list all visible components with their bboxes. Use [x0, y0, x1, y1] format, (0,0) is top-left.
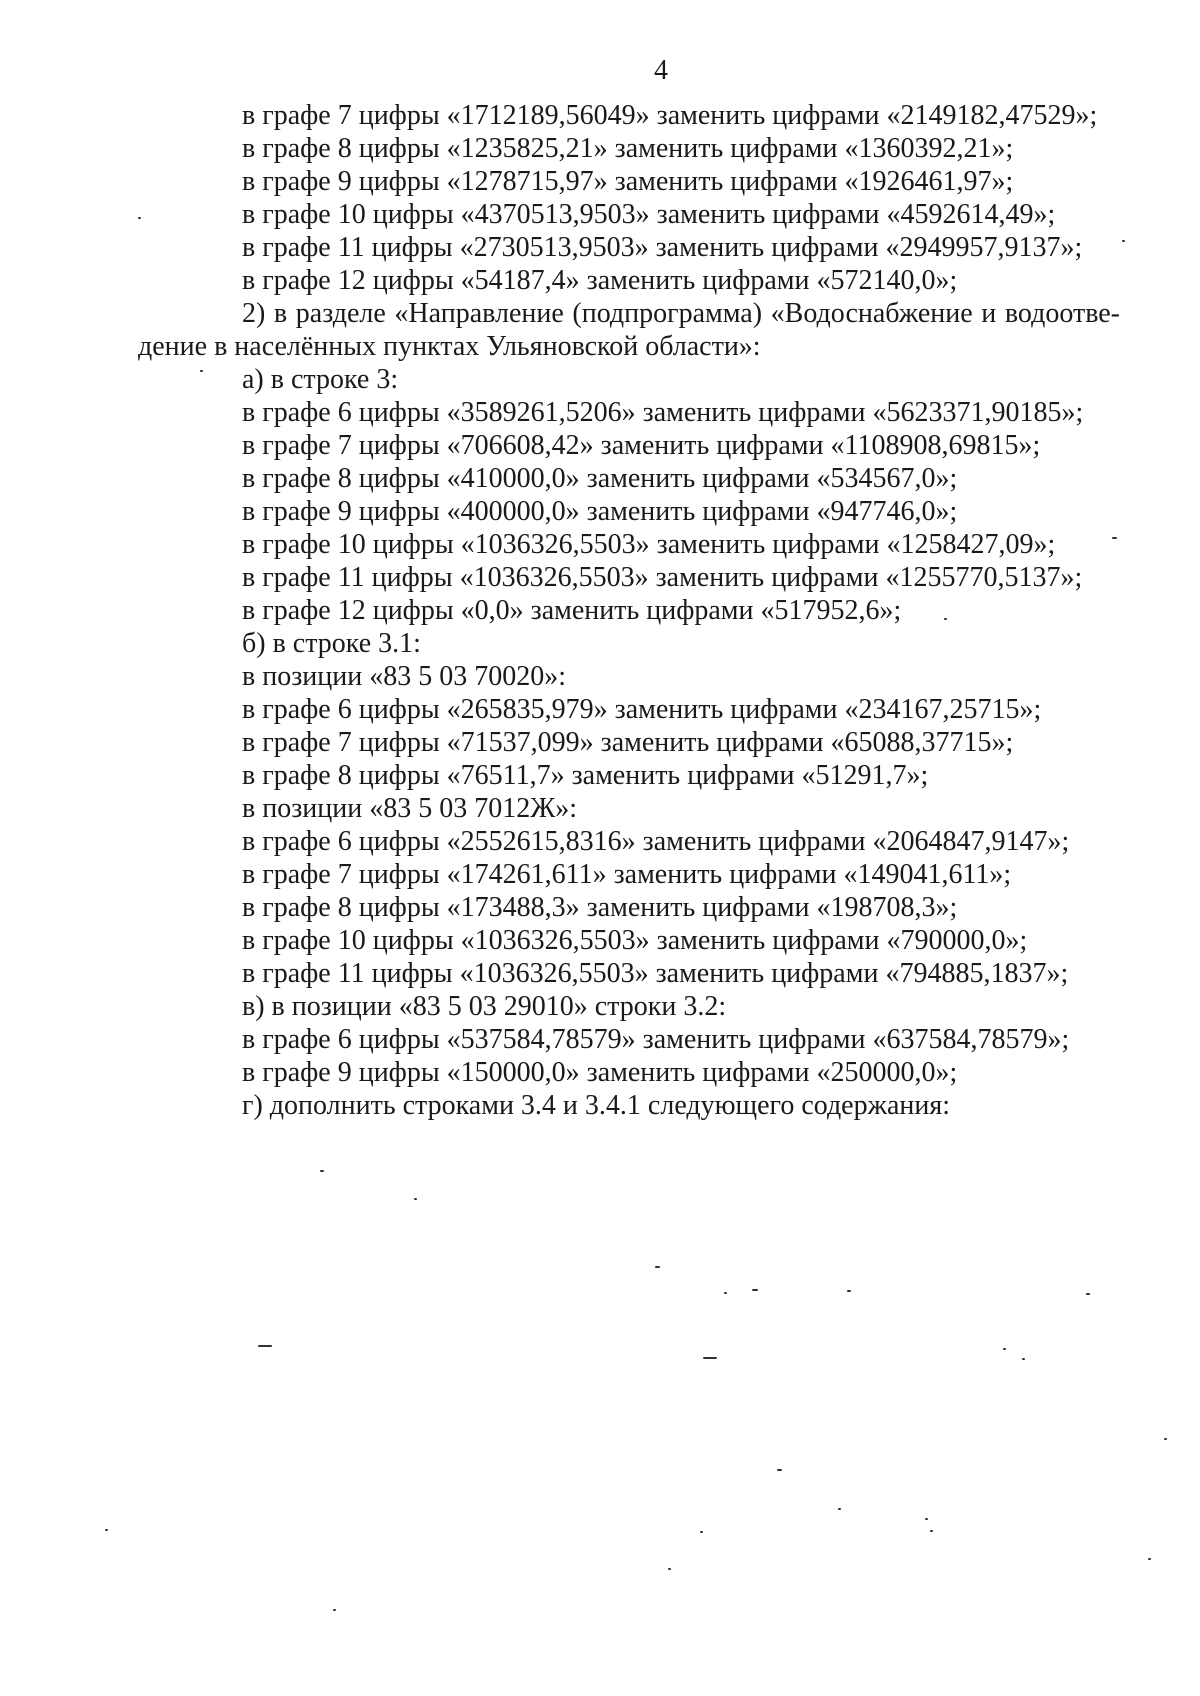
scan-speck [847, 1290, 851, 1292]
scan-speck [1122, 240, 1125, 242]
scan-speck [925, 1518, 928, 1520]
scan-speck [944, 618, 947, 620]
section-heading-line: 2) в разделе «Направление (подпрограмма) «Водоснабжение и водоотве- [242, 298, 1120, 329]
section-heading-continuation: дение в населённых пунктах Ульяновской области»: [138, 331, 761, 362]
text-line: в графе 6 цифры «537584,78579» заменить цифрами «637584,78579»; [242, 1024, 1070, 1055]
text-line: в графе 8 цифры «173488,3» заменить цифрами «198708,3»; [242, 892, 958, 923]
position-heading: в позиции «83 5 03 7012Ж»: [242, 793, 578, 824]
text-line: в графе 12 цифры «0,0» заменить цифрами «517952,6»; [242, 595, 902, 626]
scan-speck [1164, 1438, 1167, 1440]
scan-speck [777, 1469, 782, 1471]
subitem-heading: в) в позиции «83 5 03 29010» строки 3.2: [242, 991, 727, 1022]
scan-speck [105, 1529, 108, 1531]
text-line: в графе 7 цифры «71537,099» заменить цифрами «65088,37715»; [242, 727, 1014, 758]
scan-speck [1003, 1348, 1006, 1350]
subitem-heading: г) дополнить строками 3.4 и 3.4.1 следующего содержания: [242, 1090, 951, 1121]
subitem-heading: а) в строке 3: [242, 364, 399, 395]
text-line: в графе 9 цифры «400000,0» заменить цифрами «947746,0»; [242, 496, 958, 527]
text-line: в графе 6 цифры «265835,979» заменить цифрами «234167,25715»; [242, 694, 1042, 725]
scan-speck [200, 370, 203, 372]
scan-speck [1086, 1293, 1090, 1295]
scan-speck [333, 1609, 336, 1611]
text-line: в графе 7 цифры «1712189,56049» заменить цифрами «2149182,47529»; [242, 100, 1098, 131]
scan-speck [414, 1198, 417, 1200]
text-line: в графе 6 цифры «3589261,5206» заменить цифрами «5623371,90185»; [242, 397, 1084, 428]
scan-speck [703, 1357, 717, 1359]
text-line: в графе 11 цифры «2730513,9503» заменить цифрами «2949957,9137»; [242, 232, 1083, 263]
subitem-heading: б) в строке 3.1: [242, 628, 421, 659]
scan-speck [320, 1170, 324, 1172]
text-line: в графе 10 цифры «1036326,5503» заменить цифрами «1258427,09»; [242, 529, 1056, 560]
scan-speck [700, 1531, 703, 1533]
text-line: в графе 8 цифры «76511,7» заменить цифрами «51291,7»; [242, 760, 929, 791]
scan-speck [1022, 1358, 1025, 1360]
scan-speck [258, 1345, 272, 1347]
position-heading: в позиции «83 5 03 70020»: [242, 661, 566, 692]
text-line: в графе 6 цифры «2552615,8316» заменить цифрами «2064847,9147»; [242, 826, 1070, 857]
text-line: в графе 11 цифры «1036326,5503» заменить цифрами «1255770,5137»; [242, 562, 1083, 593]
scan-speck [655, 1266, 660, 1268]
scan-speck [138, 217, 141, 219]
text-line: в графе 7 цифры «706608,42» заменить цифрами «1108908,69815»; [242, 430, 1041, 461]
page-number: 4 [654, 55, 668, 86]
scan-speck [752, 1289, 758, 1291]
document-body [138, 99, 1120, 1122]
text-line: в графе 8 цифры «410000,0» заменить цифрами «534567,0»; [242, 463, 958, 494]
scan-speck [838, 1508, 841, 1510]
text-line: в графе 10 цифры «1036326,5503» заменить цифрами «790000,0»; [242, 925, 1028, 956]
text-line: в графе 10 цифры «4370513,9503» заменить цифрами «4592614,49»; [242, 199, 1056, 230]
scan-speck [930, 1530, 933, 1532]
scan-speck [1112, 537, 1117, 539]
text-line: в графе 9 цифры «150000,0» заменить цифрами «250000,0»; [242, 1057, 958, 1088]
scan-speck [1148, 1558, 1151, 1560]
text-line: в графе 7 цифры «174261,611» заменить цифрами «149041,611»; [242, 859, 1012, 890]
scan-speck [668, 1568, 671, 1570]
text-line: в графе 9 цифры «1278715,97» заменить цифрами «1926461,97»; [242, 166, 1014, 197]
text-line: в графе 8 цифры «1235825,21» заменить цифрами «1360392,21»; [242, 133, 1014, 164]
text-line: в графе 12 цифры «54187,4» заменить цифрами «572140,0»; [242, 265, 958, 296]
text-line: в графе 11 цифры «1036326,5503» заменить цифрами «794885,1837»; [242, 958, 1069, 989]
scan-speck [724, 1292, 727, 1294]
